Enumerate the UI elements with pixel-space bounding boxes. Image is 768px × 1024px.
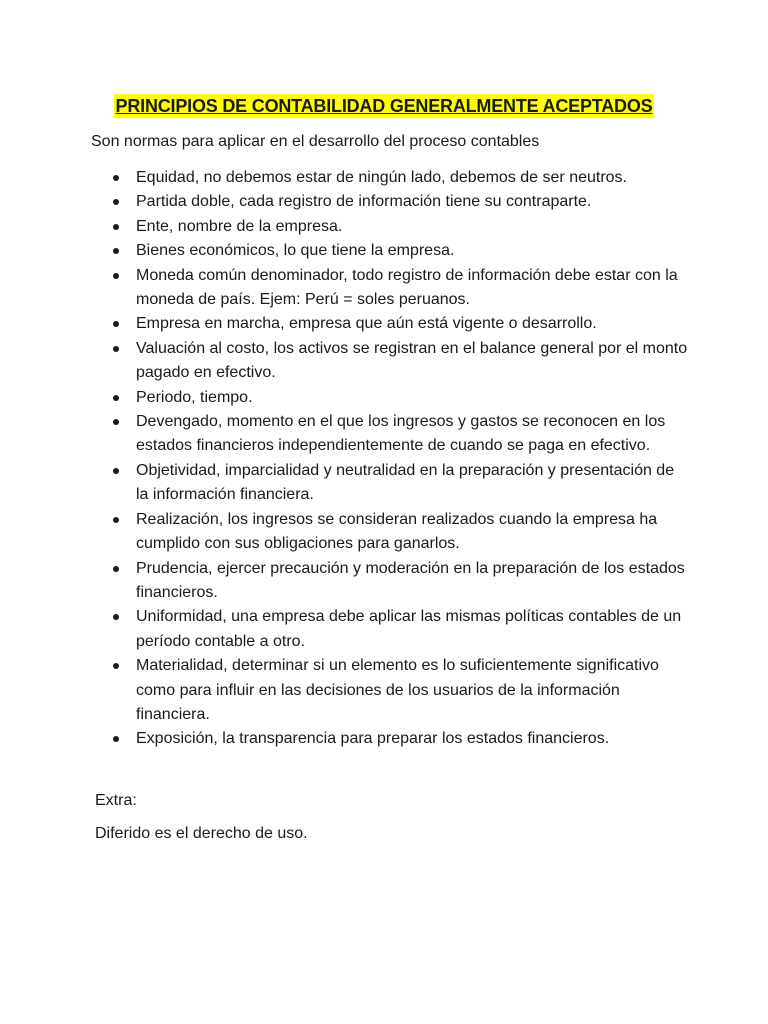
- title-wrapper: [0, 94, 768, 118]
- list-item: Equidad, no debemos estar de ningún lado, debemos de ser neutros.: [109, 166, 689, 190]
- list-item: Exposición, la transparencia para preparar los estados financieros.: [109, 727, 689, 751]
- list-item: Empresa en marcha, empresa que aún está vigente o desarrollo.: [109, 312, 689, 336]
- extra-note: Diferido es el derecho de uso.: [95, 825, 308, 842]
- list-item: Uniformidad, una empresa debe aplicar las mismas políticas contables de un período contable a otro.: [109, 605, 689, 654]
- list-item: Realización, los ingresos se consideran realizados cuando la empresa ha cumplido con sus obligaciones para ganarlos.: [109, 508, 689, 557]
- intro-text: Son normas para aplicar en el desarrollo del proceso contables: [91, 133, 540, 150]
- list-item: Partida doble, cada registro de información tiene su contraparte.: [109, 190, 689, 214]
- list-item: Bienes económicos, lo que tiene la empresa.: [109, 239, 689, 263]
- list-item: Materialidad, determinar si un elemento es lo suficientemente significativo como para influir en las decisiones de los usuarios de la información financiera.: [109, 654, 689, 727]
- list-item: Prudencia, ejercer precaución y moderación en la preparación de los estados financieros.: [109, 557, 689, 606]
- list-item: Moneda común denominador, todo registro de información debe estar con la moneda de país. Ejem: Perú = soles peruanos.: [109, 264, 689, 313]
- list-item: Objetividad, imparcialidad y neutralidad en la preparación y presentación de la información financiera.: [109, 459, 689, 508]
- list-item: Devengado, momento en el que los ingresos y gastos se reconocen en los estados financieros independientemente de cuando se paga en efectivo.: [109, 410, 689, 459]
- extra-label: Extra:: [95, 792, 137, 809]
- list-item: Ente, nombre de la empresa.: [109, 215, 689, 239]
- document-title: PRINCIPIOS DE CONTABILIDAD GENERALMENTE ACEPTADOS: [115, 96, 653, 116]
- principles-list: [109, 166, 689, 752]
- list-item: Valuación al costo, los activos se registran en el balance general por el monto pagado en efectivo.: [109, 337, 689, 386]
- list-item: Periodo, tiempo.: [109, 386, 689, 410]
